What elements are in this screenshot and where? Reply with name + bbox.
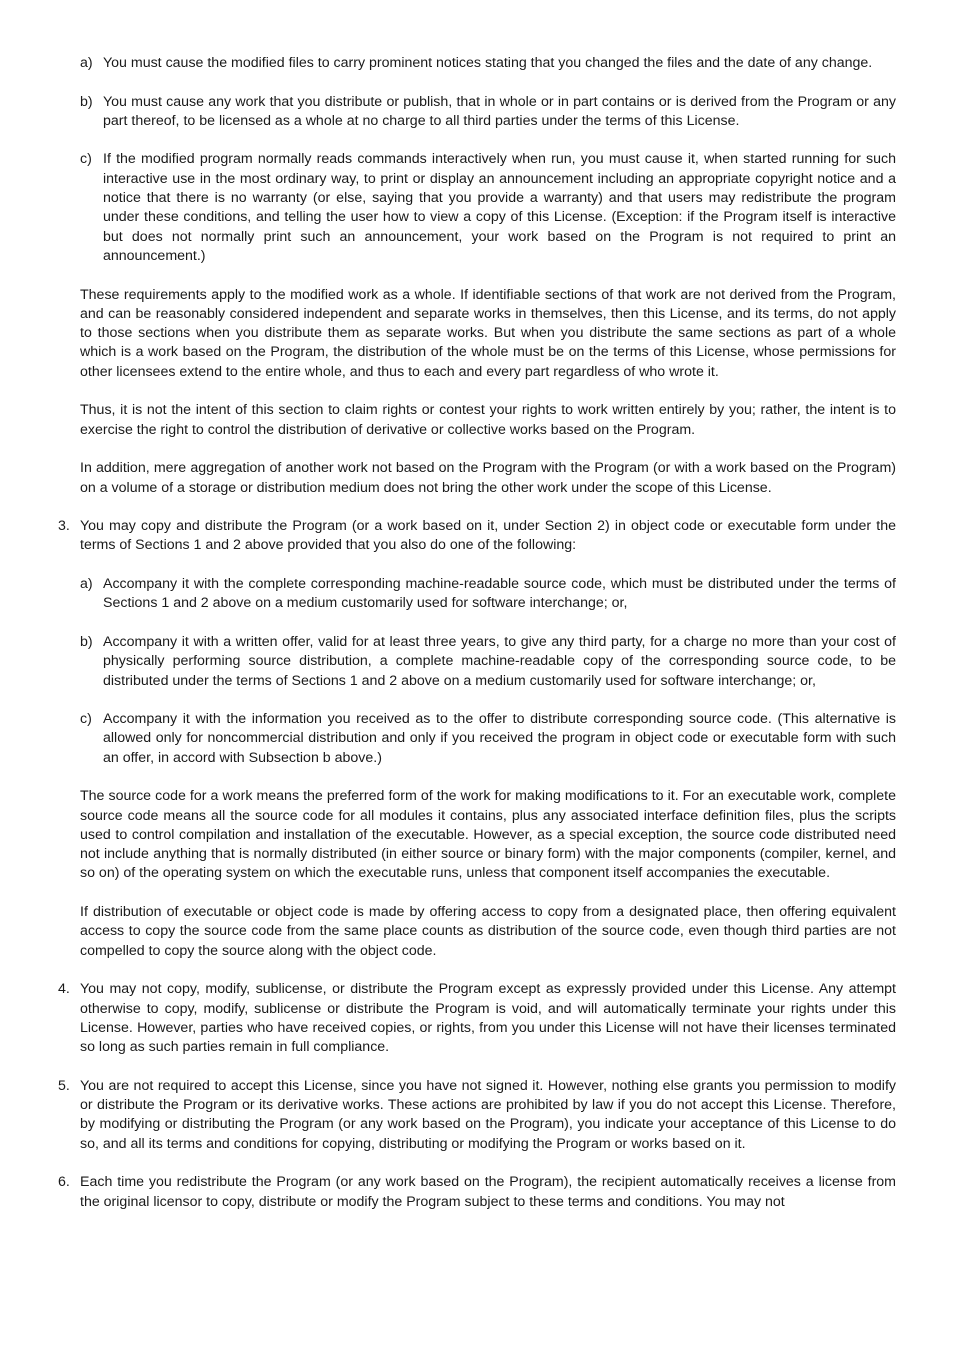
item-text: You must cause any work that you distribute or publish, that in whole or in part contains or is derived from the Program or any part thereof, to be licensed as a whole at no charge to all third parties under the terms of this License. xyxy=(103,93,896,129)
section5-clause xyxy=(58,1077,896,1154)
section2-paragraph-requirements: These requirements apply to the modified work as a whole. If identifiable sections of that work are not derived from the Program, and can be reasonably considered independent and separate works in themselves, then this License, and its terms, do not apply to those sections when you distribute them as separate works. But when you distribute the same sections as part of a whole which is a work based on the Program, the distribution of the whole must be on the terms of this License, whose permissions for other licensees extend to the entire whole, and thus to each and every part regardless of who wrote it. xyxy=(80,286,896,380)
clause-text: You may copy and distribute the Program (or a work based on it, under Section 2) in object code or executable form under the terms of Sections 1 and 2 above provided that you also do one of the following: xyxy=(80,518,896,554)
item-marker: a) xyxy=(80,576,93,593)
clause-number: 3. xyxy=(58,518,70,535)
item-text: If the modified program normally reads commands interactively when run, you must cause it, when started running for such interactive use in the most ordinary way, to print or display an announcement including an appropriate copyright notice and a notice that there is no warranty (or else, saying that you provide a warranty) and that users may redistribute the program under these conditions, and telling the user how to view a copy of this License. (Exception: if the Program itself is interactive but does not normally print such an announcement, your work based on the Program is not required to print an announcement.) xyxy=(103,151,896,264)
section3-item-c xyxy=(58,710,896,768)
section3-item-a xyxy=(58,575,896,614)
section6-clause xyxy=(58,1173,896,1212)
item-marker: c) xyxy=(80,151,92,168)
section2-paragraph-aggregation: In addition, mere aggregation of another work not based on the Program with the Program (or with a work based on the Program) on a volume of a storage or distribution medium does not bring the other work under the scope of this License. xyxy=(80,460,896,496)
item-text: Accompany it with the complete corresponding machine-readable source code, which must be distributed under the terms of Sections 1 and 2 above on a medium customarily used for software interchange; or, xyxy=(103,576,896,612)
clause-text: Each time you redistribute the Program (or any work based on the Program), the recipient automatically receives a license from the original licensor to copy, distribute or modify the Program subject to these terms and conditions. You may not xyxy=(80,1174,896,1210)
clause-number: 4. xyxy=(58,981,70,998)
item-marker: c) xyxy=(80,711,92,728)
section3-paragraph-source-code: The source code for a work means the preferred form of the work for making modifications to it. For an executable work, complete source code means all the source code for all modules it contains, plus any associated interface definition files, plus the scripts used to control compilation and installation of the executable. However, as a special exception, the source code distributed need not include anything that is normally distributed (in either source or binary form) with the major components (compiler, kernel, and so on) of the operating system on which the executable runs, unless that component itself accompanies the executable. xyxy=(80,788,896,882)
item-text: Accompany it with a written offer, valid for at least three years, to give any third party, for a charge no more than your cost of physically performing source distribution, a complete machine-readable copy of the corresponding source code, to be distributed under the terms of Sections 1 and 2 above on a medium customarily used for software interchange; or, xyxy=(103,633,896,689)
item-marker: b) xyxy=(80,633,93,650)
section2-paragraph-intent: Thus, it is not the intent of this section to claim rights or contest your rights to work written entirely by you; rather, the intent is to exercise the right to control the distribution of derivative or collective works based on the Program. xyxy=(80,402,896,438)
clause-text: You are not required to accept this License, since you have not signed it. However, nothing else grants you permission to modify or distribute the Program or its derivative works. These actions are prohibited by law if you do not accept this License. Therefore, by modifying or distributing the Program (or any work based on the Program), you indicate your acceptance of this License to do so, and all its terms and conditions for copying, distributing or modifying the Program or works based on it. xyxy=(80,1077,896,1152)
item-marker: a) xyxy=(80,55,93,71)
section2-item-b xyxy=(58,93,896,132)
item-marker: b) xyxy=(80,93,93,110)
section3-item-b xyxy=(58,633,896,691)
item-text: You must cause the modified files to carry prominent notices stating that you changed the files and the date of any change. xyxy=(103,55,873,71)
section4-clause xyxy=(58,980,896,1057)
section2-item-a xyxy=(58,54,896,73)
clause-text: You may not copy, modify, sublicense, or distribute the Program except as expressly provided under this License. Any attempt otherwise to copy, modify, sublicense or distribute the Program is void, and will automatically terminate your rights under this License. However, parties who have received copies, or rights, from you under this License will not have their licenses terminated so long as such parties remain in full compliance. xyxy=(80,981,896,1056)
section3-clause xyxy=(58,517,896,556)
clause-number: 5. xyxy=(58,1077,70,1094)
section2-item-c xyxy=(58,150,896,266)
section3-paragraph-distribution-access: If distribution of executable or object code is made by offering access to copy from a designated place, then offering equivalent access to copy the source code from the same place counts as distribution of the source code, even though third parties are not compelled to copy the source along with the object code. xyxy=(80,904,896,959)
item-text: Accompany it with the information you received as to the offer to distribute corresponding source code. (This alternative is allowed only for noncommercial distribution and only if you received the program in object code or executable form with such an offer, in accord with Subsection b above.) xyxy=(103,711,896,766)
clause-number: 6. xyxy=(58,1174,70,1191)
